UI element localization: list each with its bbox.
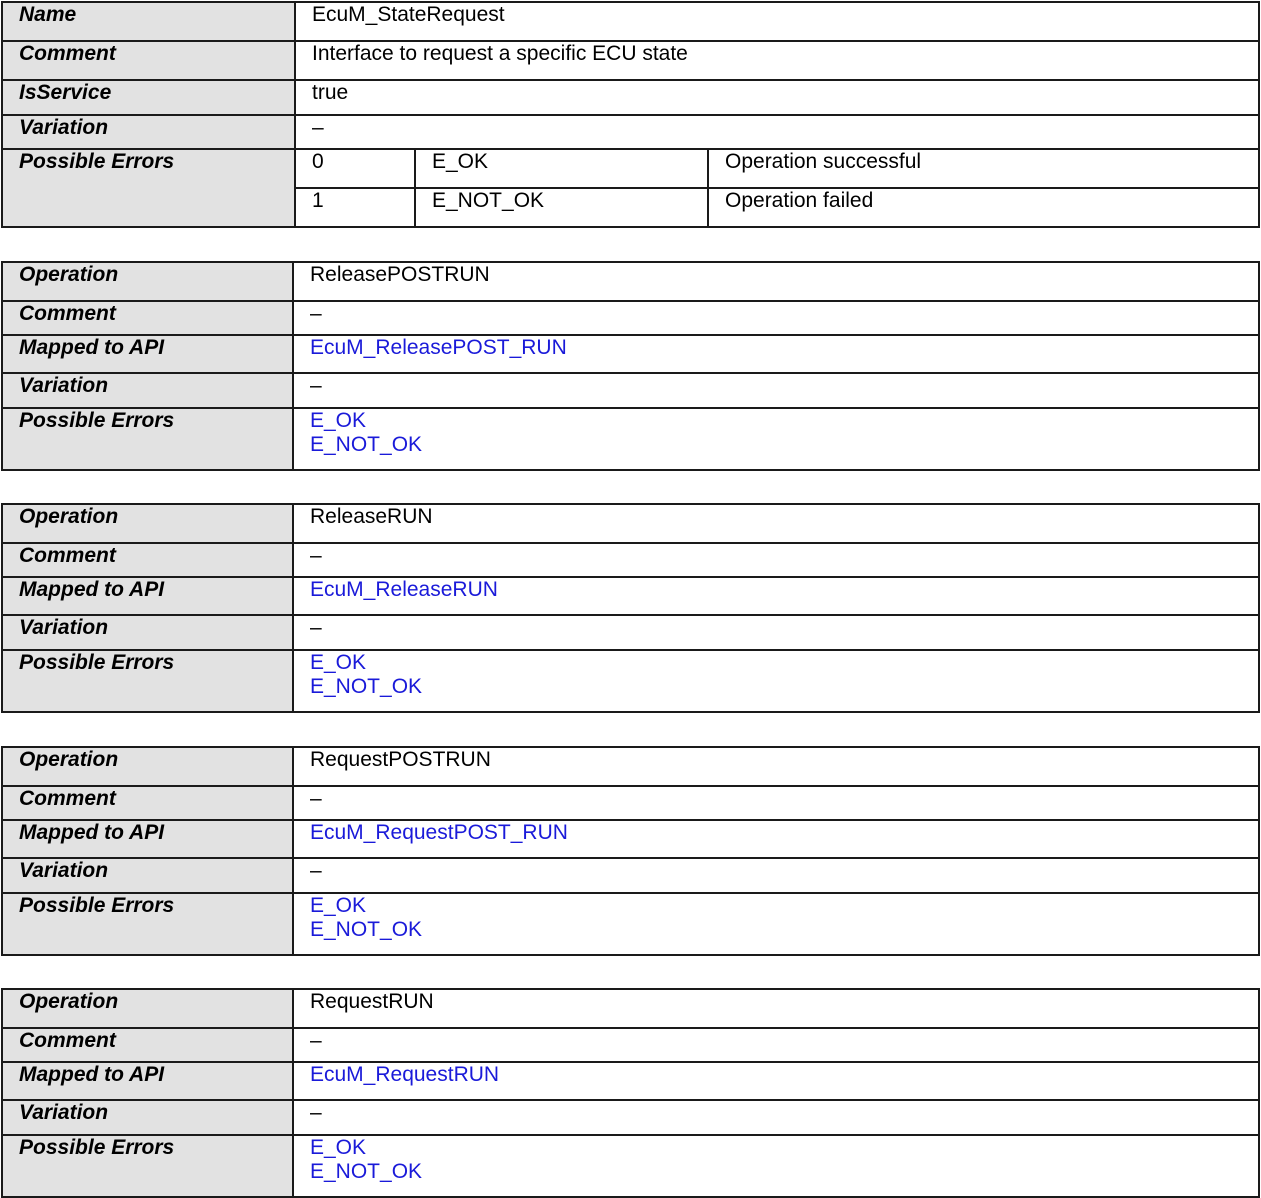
error-name: E_NOT_OK	[415, 188, 708, 227]
isservice-label: IsService	[2, 80, 295, 115]
error-description: Operation failed	[708, 188, 1259, 227]
operation-label: Operation	[2, 262, 293, 301]
comment-value: Interface to request a specific ECU state	[295, 41, 1259, 80]
mapped-api-row	[2, 1062, 1259, 1100]
name-value: EcuM_StateRequest	[295, 2, 1259, 41]
operation-row	[2, 262, 1259, 301]
possible-errors-cell	[293, 1135, 1259, 1197]
mapped-api-link-cell	[293, 335, 1259, 373]
possible-errors-row	[2, 408, 1259, 470]
possible-errors-row	[2, 893, 1259, 955]
mapped-api-row	[2, 335, 1259, 373]
error-link[interactable]: E_OK	[310, 1136, 367, 1159]
comment-value: –	[293, 301, 1259, 335]
operation-value: RequestPOSTRUN	[293, 747, 1259, 786]
mapped-api-row	[2, 820, 1259, 858]
mapped-api-link-cell	[293, 820, 1259, 858]
error-row	[2, 149, 1259, 188]
variation-row	[2, 373, 1259, 408]
operation-table	[1, 746, 1260, 956]
error-link[interactable]: E_NOT_OK	[310, 1160, 423, 1183]
variation-row	[2, 615, 1259, 650]
variation-value: –	[295, 115, 1259, 149]
variation-label: Variation	[2, 115, 295, 149]
variation-row	[2, 115, 1259, 149]
variation-label: Variation	[2, 858, 293, 893]
comment-value: –	[293, 786, 1259, 820]
possible-errors-cell	[293, 650, 1259, 712]
variation-value: –	[293, 858, 1259, 893]
name-label: Name	[2, 2, 295, 41]
mapped-api-link-cell	[293, 577, 1259, 615]
possible-errors-label: Possible Errors	[2, 1135, 293, 1197]
mapped-api-label: Mapped to API	[2, 577, 293, 615]
possible-errors-row	[2, 1135, 1259, 1197]
mapped-api-link[interactable]: EcuM_RequestRUN	[310, 1063, 500, 1086]
mapped-api-label: Mapped to API	[2, 335, 293, 373]
error-description: Operation successful	[708, 149, 1259, 188]
variation-row	[2, 1100, 1259, 1135]
comment-row	[2, 1028, 1259, 1062]
possible-errors-cell	[293, 893, 1259, 955]
error-code: 0	[295, 149, 415, 188]
variation-label: Variation	[2, 1100, 293, 1135]
comment-row	[2, 786, 1259, 820]
variation-label: Variation	[2, 615, 293, 650]
comment-value: –	[293, 543, 1259, 577]
error-link[interactable]: E_OK	[310, 894, 367, 917]
mapped-api-link-cell	[293, 1062, 1259, 1100]
variation-value: –	[293, 1100, 1259, 1135]
possible-errors-row	[2, 650, 1259, 712]
mapped-api-label: Mapped to API	[2, 820, 293, 858]
mapped-api-row	[2, 577, 1259, 615]
mapped-api-label: Mapped to API	[2, 1062, 293, 1100]
possible-errors-label: Possible Errors	[2, 149, 295, 227]
comment-row	[2, 301, 1259, 335]
mapped-api-link[interactable]: EcuM_ReleaseRUN	[310, 578, 498, 601]
variation-value: –	[293, 373, 1259, 408]
isservice-value: true	[295, 80, 1259, 115]
comment-row	[2, 543, 1259, 577]
comment-label: Comment	[2, 543, 293, 577]
variation-value: –	[293, 615, 1259, 650]
operation-value: ReleasePOSTRUN	[293, 262, 1259, 301]
isservice-row	[2, 80, 1259, 115]
possible-errors-label: Possible Errors	[2, 408, 293, 470]
error-link[interactable]: E_NOT_OK	[310, 918, 423, 941]
operation-table	[1, 988, 1260, 1198]
error-name: E_OK	[415, 149, 708, 188]
variation-row	[2, 858, 1259, 893]
operation-row	[2, 747, 1259, 786]
comment-label: Comment	[2, 786, 293, 820]
operation-value: ReleaseRUN	[293, 504, 1259, 543]
name-row	[2, 2, 1259, 41]
operation-row	[2, 504, 1259, 543]
comment-label: Comment	[2, 301, 293, 335]
mapped-api-link[interactable]: EcuM_ReleasePOST_RUN	[310, 336, 567, 359]
mapped-api-link[interactable]: EcuM_RequestPOST_RUN	[310, 821, 568, 844]
possible-errors-label: Possible Errors	[2, 893, 293, 955]
operation-value: RequestRUN	[293, 989, 1259, 1028]
operation-table	[1, 261, 1260, 471]
comment-row	[2, 41, 1259, 80]
operation-row	[2, 989, 1259, 1028]
comment-label: Comment	[2, 1028, 293, 1062]
comment-label: Comment	[2, 41, 295, 80]
operation-table	[1, 503, 1260, 713]
comment-value: –	[293, 1028, 1259, 1062]
possible-errors-label: Possible Errors	[2, 650, 293, 712]
error-link[interactable]: E_OK	[310, 409, 367, 432]
error-link[interactable]: E_NOT_OK	[310, 675, 423, 698]
interface-table	[1, 1, 1260, 228]
possible-errors-cell	[293, 408, 1259, 470]
error-code: 1	[295, 188, 415, 227]
variation-label: Variation	[2, 373, 293, 408]
operation-label: Operation	[2, 989, 293, 1028]
error-link[interactable]: E_OK	[310, 651, 367, 674]
operation-label: Operation	[2, 747, 293, 786]
operation-label: Operation	[2, 504, 293, 543]
error-link[interactable]: E_NOT_OK	[310, 433, 423, 456]
